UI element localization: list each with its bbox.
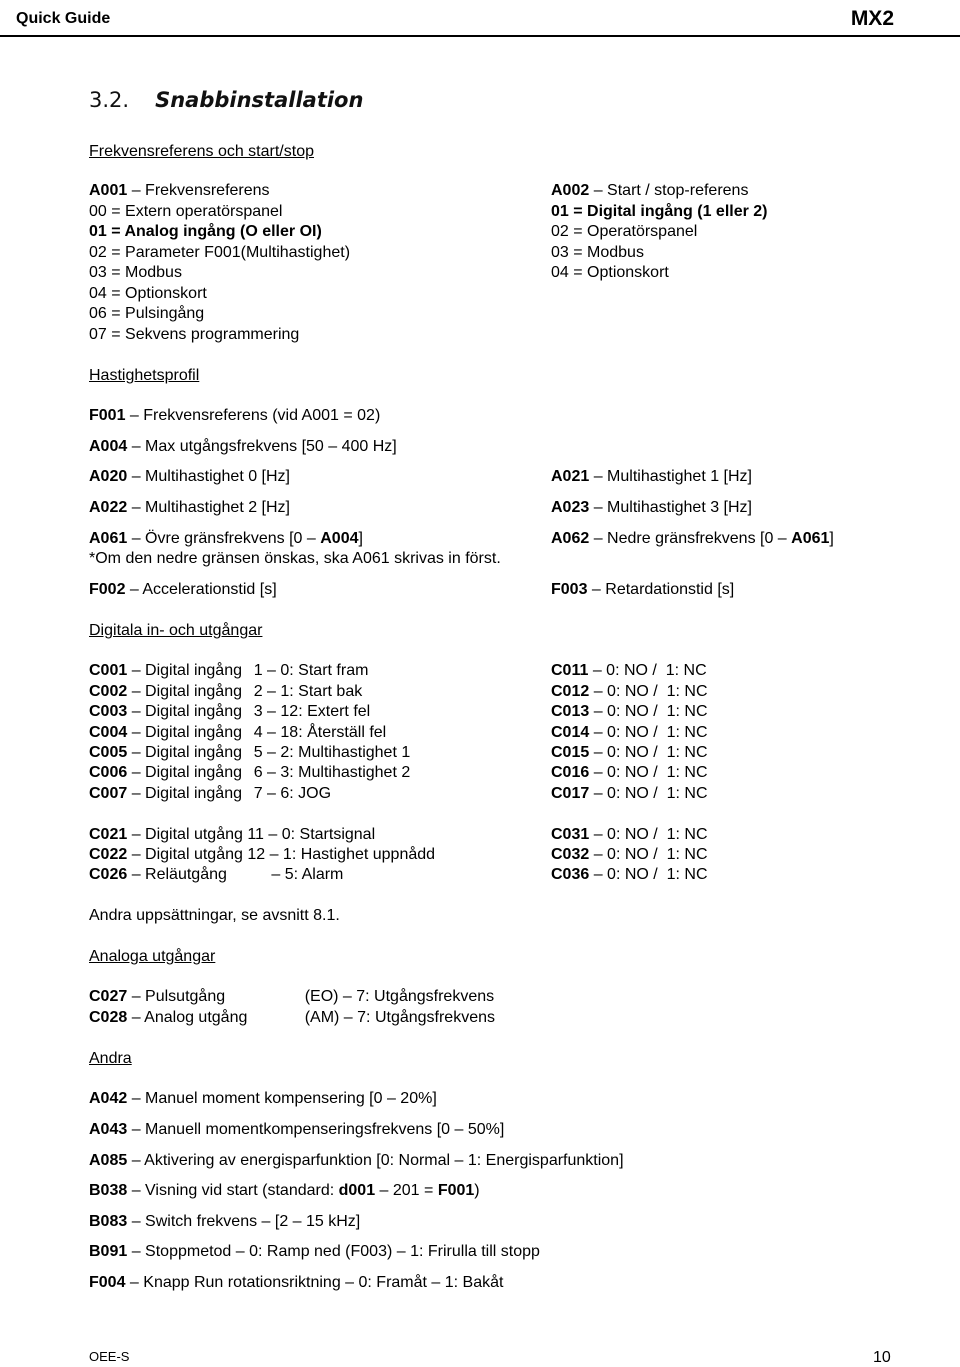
param-code: C006 bbox=[89, 764, 128, 781]
param-desc: – Digital ingång bbox=[131, 785, 242, 802]
param-text: – Stoppmetod – 0: Ramp ned (F003) – 1: Frirulla till stopp bbox=[131, 1243, 540, 1260]
param-text: 02 = Operatörspanel bbox=[551, 223, 698, 240]
param-f001 bbox=[89, 406, 380, 426]
param-value: 5 – 2: Multihastighet 1 bbox=[253, 744, 411, 761]
param-code: A021 bbox=[551, 468, 590, 485]
param-text: – Multihastighet 3 [Hz] bbox=[593, 499, 752, 516]
param-code: A043 bbox=[89, 1121, 128, 1138]
param-text: – Frekvensreferens bbox=[131, 182, 270, 199]
param-desc: – Digital ingång bbox=[131, 662, 242, 679]
section-title bbox=[89, 88, 363, 112]
param-code: A004 bbox=[89, 438, 128, 455]
speed-note bbox=[89, 549, 501, 569]
param-code: B091 bbox=[89, 1243, 128, 1260]
param-value: 7 – 6: JOG bbox=[253, 785, 332, 802]
param-text: – 0: NO / 1: NC bbox=[593, 785, 708, 802]
param-ref: A004 bbox=[320, 530, 359, 547]
digital-input-row bbox=[89, 661, 368, 681]
digital-output-row bbox=[89, 825, 375, 845]
heading-hastighetsprofil bbox=[89, 366, 199, 386]
param-code: B038 bbox=[89, 1182, 128, 1199]
param-text: – Knapp Run rotationsriktning – 0: Framåt – 1: Bakåt bbox=[129, 1274, 504, 1291]
param-text: 02 = Parameter F001(Multihastighet) bbox=[89, 244, 351, 261]
param-code: A022 bbox=[89, 499, 128, 516]
param-desc: – Digital ingång bbox=[131, 744, 242, 761]
param-code: B083 bbox=[89, 1213, 128, 1230]
page-number: 10 bbox=[873, 1349, 891, 1366]
param-text: 03 = Modbus bbox=[89, 264, 182, 281]
param-text: – Frekvensreferens (vid A001 = 02) bbox=[129, 407, 381, 424]
heading-andra bbox=[89, 1049, 132, 1069]
section-heading: Analoga utgångar bbox=[89, 948, 216, 965]
param-code: C022 bbox=[89, 846, 128, 863]
note-text: *Om den nedre gränsen önskas, ska A061 skrivas in först. bbox=[89, 550, 501, 567]
param-text: 04 = Optionskort bbox=[551, 264, 669, 281]
header-title: Quick Guide bbox=[16, 10, 111, 27]
param-f003 bbox=[551, 580, 734, 600]
param-code: C013 bbox=[551, 703, 590, 720]
param-text: – 0: NO / 1: NC bbox=[593, 703, 708, 720]
other-param-row bbox=[89, 1120, 504, 1140]
digital-input-logic-row bbox=[551, 723, 708, 743]
digital-input-logic-row bbox=[551, 743, 708, 763]
param-code: F003 bbox=[551, 581, 588, 598]
digital-output-row bbox=[89, 845, 435, 865]
param-text: – Visning vid start (standard: bbox=[131, 1182, 339, 1199]
param-f002 bbox=[89, 580, 277, 600]
other-param-row bbox=[89, 1212, 360, 1232]
param-text: – 0: NO / 1: NC bbox=[593, 866, 708, 883]
param-value: (AM) – 7: Utgångsfrekvens bbox=[304, 1009, 495, 1026]
param-desc: – Digital ingång bbox=[131, 683, 242, 700]
param-text: ] bbox=[358, 530, 363, 547]
other-param-row bbox=[89, 1151, 624, 1171]
param-text: – 0: NO / 1: NC bbox=[593, 826, 708, 843]
digital-input-logic-row bbox=[551, 661, 707, 681]
digital-input-row bbox=[89, 763, 410, 783]
section-heading: Digitala in- och utgångar bbox=[89, 622, 263, 639]
param-value: 2 – 1: Start bak bbox=[253, 683, 363, 700]
param-code: A023 bbox=[551, 499, 590, 516]
param-value: 1 – 0: Start fram bbox=[253, 662, 369, 679]
param-text: – Nedre gränsfrekvens [0 – bbox=[593, 530, 792, 547]
param-text: 00 = Extern operatörspanel bbox=[89, 203, 283, 220]
param-code: C003 bbox=[89, 703, 128, 720]
param-value: 6 – 3: Multihastighet 2 bbox=[253, 764, 411, 781]
param-text: – 0: NO / 1: NC bbox=[593, 846, 708, 863]
note-text: Andra uppsättningar, se avsnitt 8.1. bbox=[89, 907, 340, 924]
param-text: – 0: NO / 1: NC bbox=[593, 744, 708, 761]
param-text: – Multihastighet 0 [Hz] bbox=[131, 468, 290, 485]
param-text: – Övre gränsfrekvens [0 – bbox=[131, 530, 321, 547]
param-code: C011 bbox=[551, 662, 589, 679]
header-product: MX2 bbox=[850, 7, 894, 30]
param-a020 bbox=[89, 467, 290, 487]
param-code: C001 bbox=[89, 662, 128, 679]
digital-output-logic-row bbox=[551, 825, 708, 845]
footer-doc-code: OEE-S bbox=[89, 1349, 130, 1364]
freq-left-row bbox=[89, 222, 322, 242]
param-text: 03 = Modbus bbox=[551, 244, 644, 261]
section-heading: Frekvensreferens och start/stop bbox=[89, 143, 314, 160]
section-heading: Hastighetsprofil bbox=[89, 367, 200, 384]
param-code: A002 bbox=[551, 182, 590, 199]
digital-input-logic-row bbox=[551, 702, 708, 722]
param-a021 bbox=[551, 467, 752, 487]
param-value: (EO) – 7: Utgångsfrekvens bbox=[304, 988, 495, 1005]
freq-right-row bbox=[551, 181, 748, 201]
param-value: 4 – 18: Återställ fel bbox=[253, 724, 387, 741]
param-code: C002 bbox=[89, 683, 128, 700]
param-text: – Accelerationstid [s] bbox=[129, 581, 277, 598]
digital-input-logic-row bbox=[551, 682, 708, 702]
freq-left-row bbox=[89, 243, 350, 263]
freq-right-row bbox=[551, 263, 669, 283]
param-text: – 0: NO / 1: NC bbox=[593, 724, 708, 741]
param-text: 06 = Pulsingång bbox=[89, 305, 205, 322]
analog-output-row bbox=[89, 987, 494, 1007]
section-number: 3.2. bbox=[89, 88, 130, 112]
param-text: – Manuel moment kompensering [0 – 20%] bbox=[131, 1090, 437, 1107]
param-a004 bbox=[89, 437, 397, 457]
digital-input-row bbox=[89, 702, 370, 722]
param-code: C016 bbox=[551, 764, 590, 781]
param-text: ) bbox=[474, 1182, 480, 1199]
param-text: – 0: NO / 1: NC bbox=[592, 662, 707, 679]
param-code: C021 bbox=[89, 826, 128, 843]
param-code: A020 bbox=[89, 468, 128, 485]
param-text: – Multihastighet 2 [Hz] bbox=[131, 499, 290, 516]
param-ref: F001 bbox=[437, 1182, 475, 1199]
param-value: 3 – 12: Extert fel bbox=[253, 703, 371, 720]
digital-output-logic-row bbox=[551, 865, 708, 885]
param-desc: – Digital utgång 12 – 1: Hastighet uppnådd bbox=[131, 846, 436, 863]
digital-output-logic-row bbox=[551, 845, 708, 865]
param-a061 bbox=[89, 529, 363, 549]
param-code: C012 bbox=[551, 683, 590, 700]
param-code: A061 bbox=[89, 530, 128, 547]
digital-input-row bbox=[89, 723, 386, 743]
analog-output-row bbox=[89, 1008, 495, 1028]
param-code: C032 bbox=[551, 846, 590, 863]
param-text: – Max utgångsfrekvens [50 – 400 Hz] bbox=[131, 438, 397, 455]
freq-left-row bbox=[89, 284, 207, 304]
freq-left-row bbox=[89, 304, 204, 324]
freq-left-row bbox=[89, 325, 299, 345]
digital-input-row bbox=[89, 784, 331, 804]
other-param-row bbox=[89, 1089, 437, 1109]
param-code: F004 bbox=[89, 1274, 126, 1291]
heading-frekvensreferens bbox=[89, 142, 314, 162]
param-code: C007 bbox=[89, 785, 128, 802]
other-param-row bbox=[89, 1181, 480, 1201]
param-desc: – Digital ingång bbox=[131, 724, 242, 741]
param-ref: A061 bbox=[791, 530, 830, 547]
param-text: – Manuell momentkompenseringsfrekvens [0 – 50%] bbox=[131, 1121, 505, 1138]
param-code: C027 bbox=[89, 988, 128, 1005]
digital-input-row bbox=[89, 682, 362, 702]
freq-right-row bbox=[551, 243, 644, 263]
param-code: C026 bbox=[89, 866, 128, 883]
param-code: C028 bbox=[89, 1009, 128, 1026]
param-text: – Retardationstid [s] bbox=[591, 581, 735, 598]
other-settings-note bbox=[89, 906, 340, 926]
digital-input-logic-row bbox=[551, 763, 708, 783]
param-text: – Aktivering av energisparfunktion [0: Normal – 1: Energisparfunktion] bbox=[131, 1152, 624, 1169]
param-code: C004 bbox=[89, 724, 128, 741]
other-param-row bbox=[89, 1242, 540, 1262]
param-code: A042 bbox=[89, 1090, 128, 1107]
param-text: – 0: NO / 1: NC bbox=[593, 764, 708, 781]
param-code: C005 bbox=[89, 744, 128, 761]
param-desc: – Reläutgång – 5: Alarm bbox=[131, 866, 344, 883]
param-desc: – Digital ingång bbox=[131, 764, 242, 781]
param-a023 bbox=[551, 498, 752, 518]
param-code: C017 bbox=[551, 785, 590, 802]
param-text: – Multihastighet 1 [Hz] bbox=[593, 468, 752, 485]
freq-left-row bbox=[89, 263, 182, 283]
param-desc: – Pulsutgång bbox=[131, 988, 226, 1005]
param-code: F001 bbox=[89, 407, 126, 424]
param-code: C014 bbox=[551, 724, 590, 741]
digital-input-logic-row bbox=[551, 784, 708, 804]
param-desc: – Analog utgång bbox=[131, 1009, 248, 1026]
param-code: A085 bbox=[89, 1152, 128, 1169]
freq-right-row bbox=[551, 222, 697, 242]
param-desc: – Digital ingång bbox=[131, 703, 242, 720]
param-code: F002 bbox=[89, 581, 126, 598]
param-a022 bbox=[89, 498, 290, 518]
freq-left-row bbox=[89, 202, 282, 222]
param-desc: – Digital utgång 11 – 0: Startsignal bbox=[131, 826, 376, 843]
param-code: C015 bbox=[551, 744, 590, 761]
param-text: 07 = Sekvens programmering bbox=[89, 326, 300, 343]
param-code: A062 bbox=[551, 530, 590, 547]
heading-digitala bbox=[89, 621, 262, 641]
param-text: – 201 = bbox=[375, 1182, 438, 1199]
other-param-row bbox=[89, 1273, 503, 1293]
param-text: ] bbox=[829, 530, 834, 547]
param-text: 04 = Optionskort bbox=[89, 285, 207, 302]
param-text: 01 = Analog ingång (O eller OI) bbox=[89, 223, 322, 240]
param-text: – Switch frekvens – [2 – 15 kHz] bbox=[131, 1213, 361, 1230]
section-heading: Andra bbox=[89, 1050, 132, 1067]
param-code: C031 bbox=[551, 826, 590, 843]
param-text: – Start / stop-referens bbox=[593, 182, 749, 199]
param-text: 01 = Digital ingång (1 eller 2) bbox=[551, 203, 768, 220]
param-code: C036 bbox=[551, 866, 590, 883]
digital-input-row bbox=[89, 743, 410, 763]
param-ref: d001 bbox=[338, 1182, 376, 1199]
section-name: Snabbinstallation bbox=[155, 88, 364, 112]
freq-left-row bbox=[89, 181, 270, 201]
param-a062 bbox=[551, 529, 834, 549]
heading-analoga bbox=[89, 947, 215, 967]
header-divider bbox=[0, 35, 960, 37]
param-code: A001 bbox=[89, 182, 128, 199]
digital-output-row bbox=[89, 865, 343, 885]
freq-right-row bbox=[551, 202, 768, 222]
param-text: – 0: NO / 1: NC bbox=[593, 683, 708, 700]
